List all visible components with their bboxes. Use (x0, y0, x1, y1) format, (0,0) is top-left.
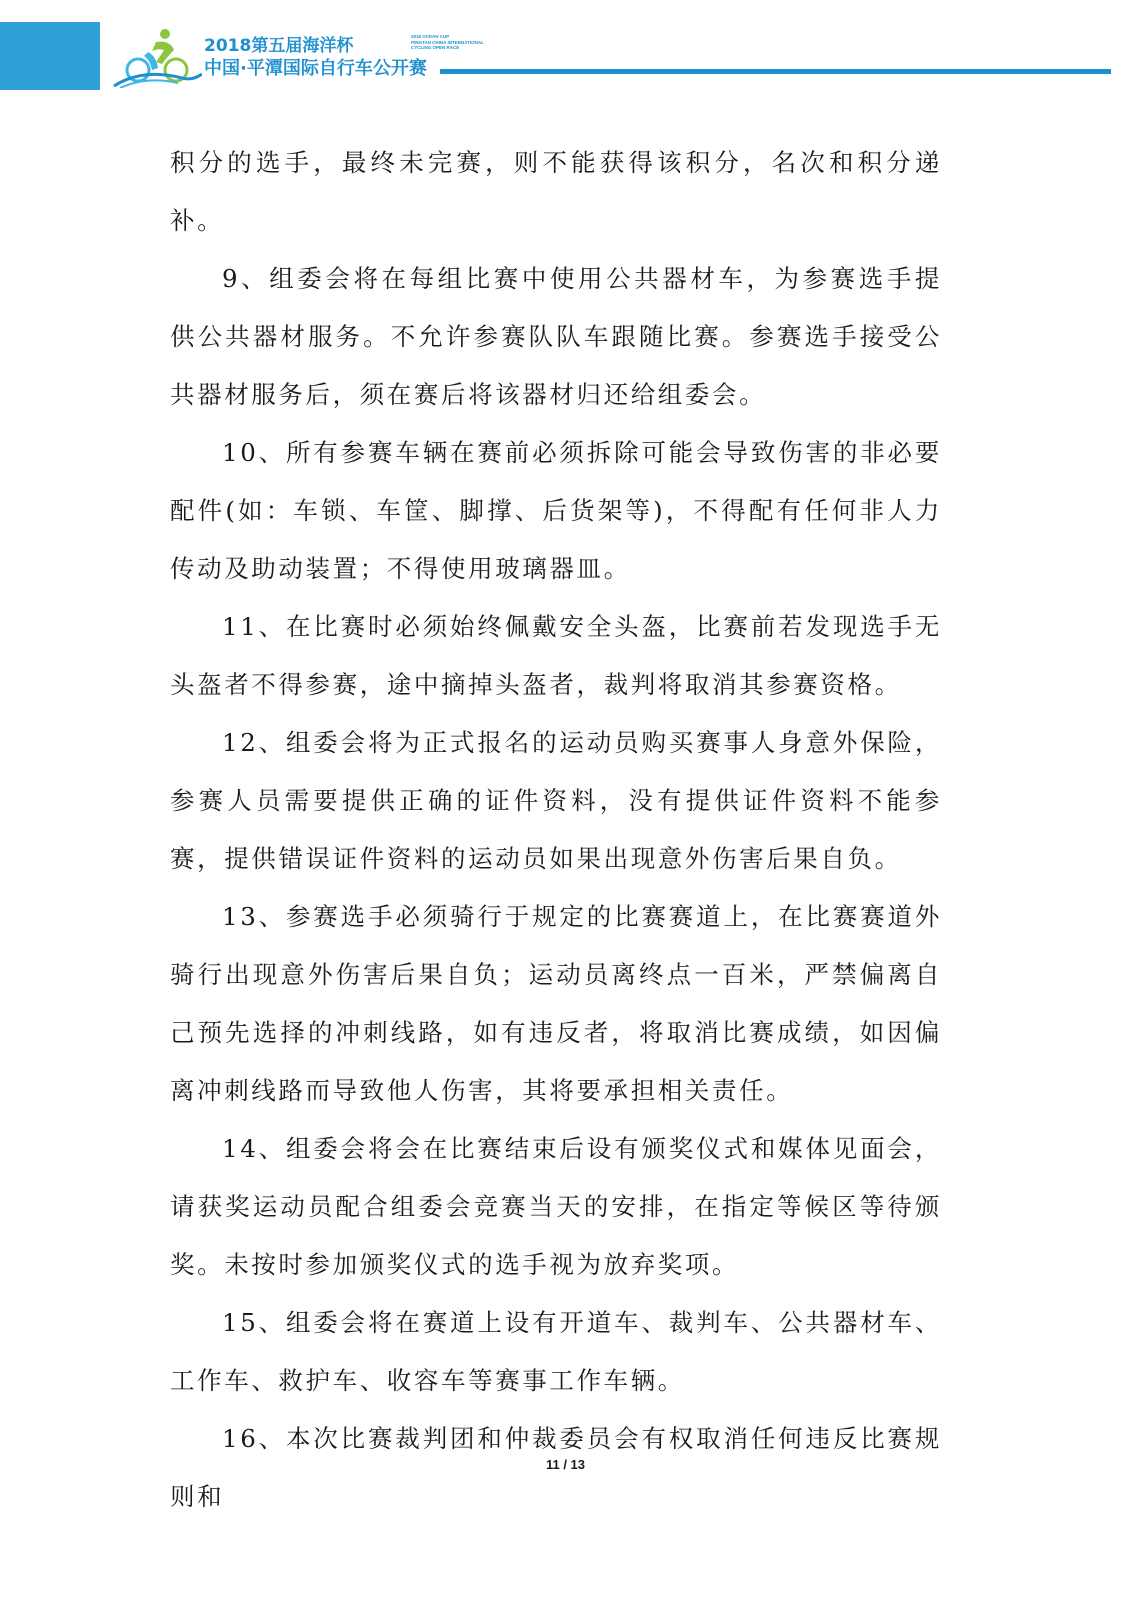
header-rule (440, 69, 1111, 74)
document-body (170, 134, 942, 1526)
event-logo (112, 22, 484, 90)
logo-english-title (411, 34, 484, 51)
paragraph: 12、组委会将为正式报名的运动员购买赛事人身意外保险，参赛人员需要提供正确的证件资料，没有提供证件资料不能参赛，提供错误证件资料的运动员如果出现意外伤害后果自负。 (170, 728, 942, 873)
page-number: 11 / 13 (545, 1457, 586, 1472)
header-color-block (0, 22, 100, 90)
paragraph: 11、在比赛时必须始终佩戴安全头盔，比赛前若发现选手无头盔者不得参赛，途中摘掉头盔者，裁判将取消其参赛资格。 (170, 612, 942, 699)
paragraph: 10、所有参赛车辆在赛前必须拆除可能会导致伤害的非必要配件(如：车锁、车筐、脚撑、后货架等)，不得配有任何非人力传动及助动装置；不得使用玻璃器皿。 (170, 438, 942, 583)
logo-title-line1: 2018第五届海洋杯 (204, 36, 354, 56)
cyclist-icon (112, 26, 202, 88)
paragraph: 14、组委会将会在比赛结束后设有颁奖仪式和媒体见面会，请获奖运动员配合组委会竞赛当天的安排，在指定等候区等待颁奖。未按时参加颁奖仪式的选手视为放弃奖项。 (170, 1134, 942, 1279)
logo-en-line: 2018 OCEAN CUP (411, 34, 450, 39)
paragraph: 9、组委会将在每组比赛中使用公共器材车，为参赛选手提供公共器材服务。不允许参赛队队车跟随比赛。参赛选手接受公共器材服务后，须在赛后将该器材归还给组委会。 (170, 264, 942, 409)
paragraph: 15、组委会将在赛道上设有开道车、裁判车、公共器材车、工作车、救护车、收容车等赛事工作车辆。 (170, 1308, 942, 1395)
page-header (0, 0, 1131, 100)
logo-en-line: PINGTAN CHINA INTERNATIONAL (411, 39, 484, 45)
paragraph: 13、参赛选手必须骑行于规定的比赛赛道上，在比赛赛道外骑行出现意外伤害后果自负；运动员离终点一百米，严禁偏离自己预先选择的冲刺线路，如有违反者，将取消比赛成绩，如因偏离冲刺线路而导致他人伤害，其将要承担相关责任。 (170, 902, 942, 1105)
logo-en-line: CYCLING OPEN RACE (411, 45, 460, 50)
paragraph: 16、本次比赛裁判团和仲裁委员会有权取消任何违反比赛规则和 (170, 1424, 942, 1511)
logo-title-line2: 中国·平潭国际自行车公开赛 (204, 58, 427, 79)
paragraph: 积分的选手，最终未完赛，则不能获得该积分，名次和积分递补。 (170, 148, 942, 235)
